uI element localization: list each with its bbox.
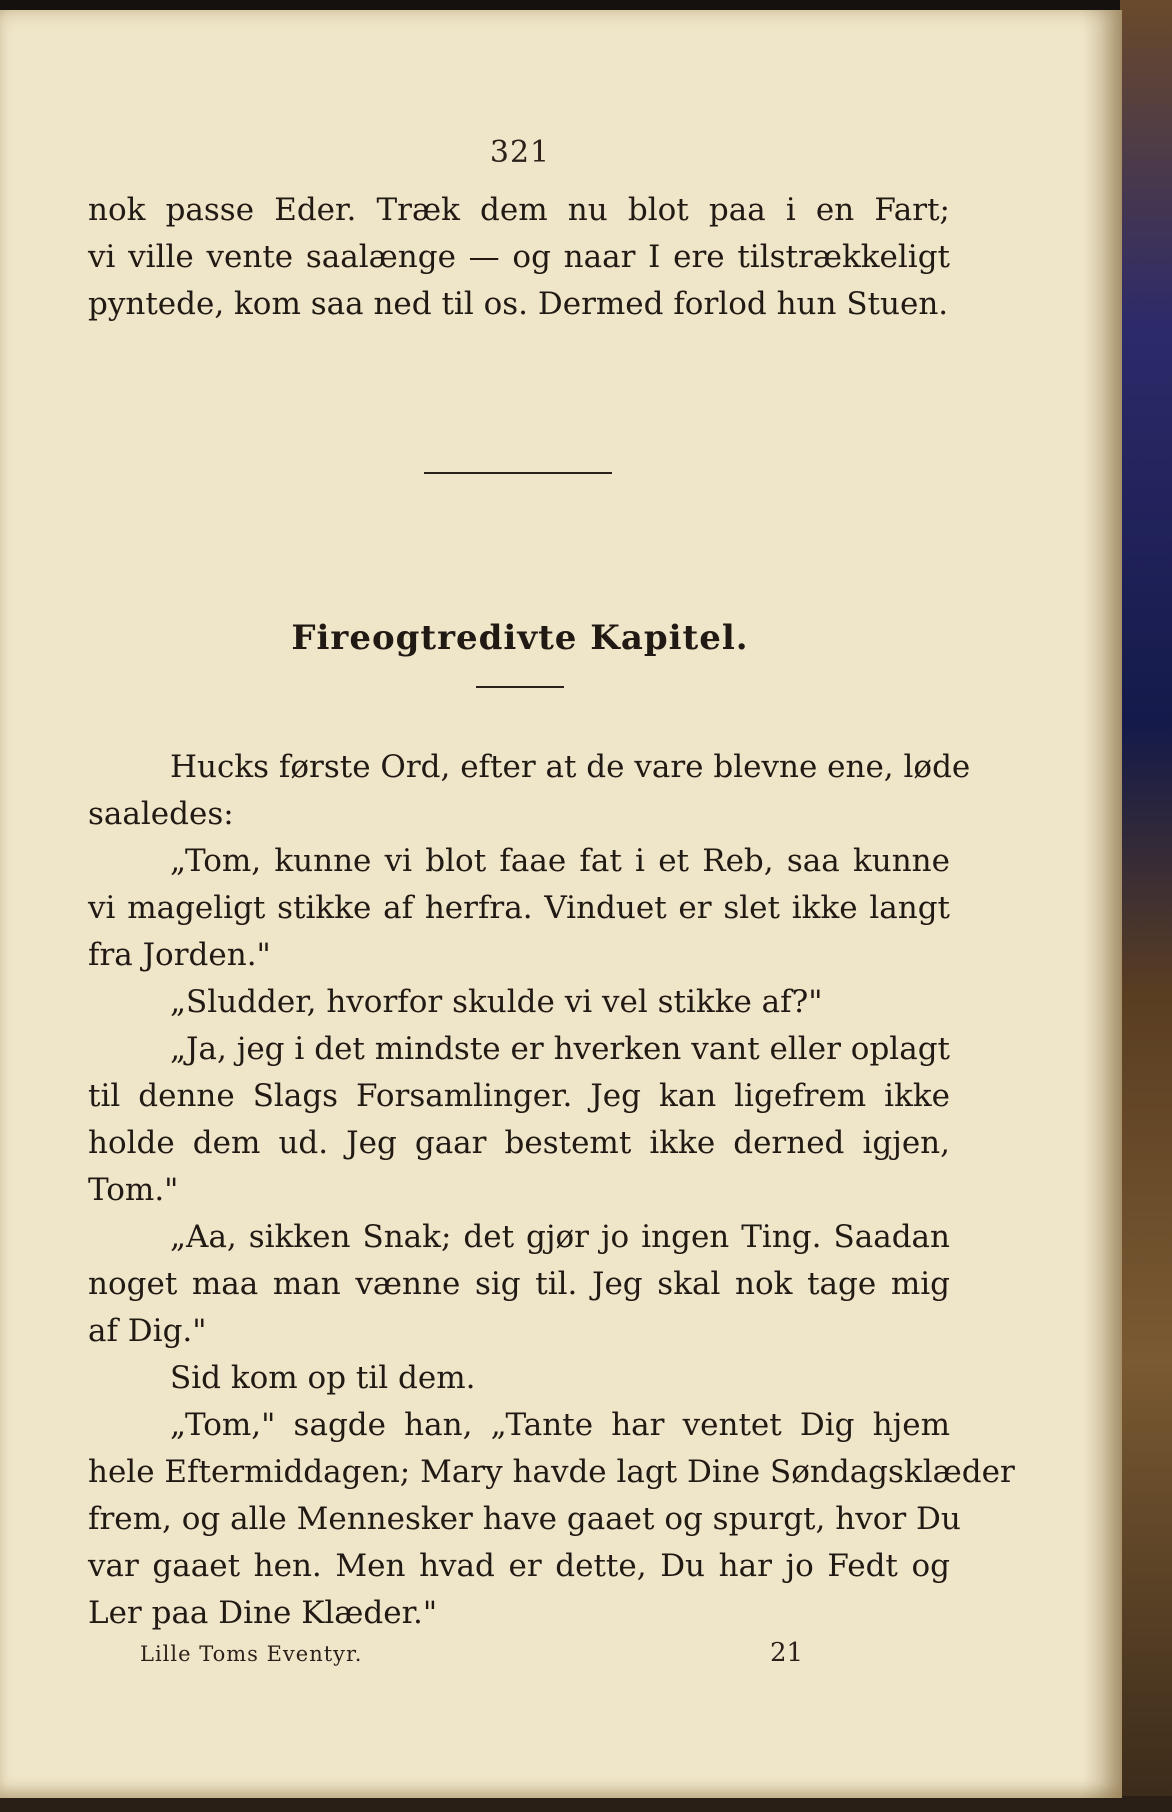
text-line: Sid kom op til dem.	[170, 1360, 476, 1396]
text-line: Tom."	[88, 1172, 179, 1208]
text-line: noget maa man vænne sig til. Jeg skal nok tage mig	[88, 1266, 950, 1302]
text-line: Ler paa Dine Klæder."	[88, 1595, 438, 1631]
book-cover-right-edge	[1120, 0, 1172, 1812]
running-footer-title: Lille Toms Eventyr.	[140, 1642, 363, 1666]
text-line: Hucks første Ord, efter at de vare blevne ene, løde	[170, 749, 971, 785]
text-line: hele Eftermiddagen; Mary havde lagt Dine Søndagsklæder	[88, 1454, 1015, 1490]
chapter-title: Fireogtredivte Kapitel.	[291, 618, 749, 658]
text-line: var gaaet hen. Men hvad er dette, Du har jo Fedt og	[88, 1548, 950, 1584]
book-cover-bottom-edge	[0, 1796, 1172, 1812]
chapter-title-underline	[476, 686, 564, 688]
text-line: af Dig."	[88, 1313, 207, 1349]
page-edge-shadow	[1082, 10, 1122, 1798]
section-divider	[424, 472, 612, 474]
text-line: „Tom, kunne vi blot faae fat i et Reb, saa kunne	[170, 843, 950, 879]
chapter-body	[88, 744, 1015, 1637]
text-line: saaledes:	[88, 796, 234, 832]
text-line: vi mageligt stikke af herfra. Vinduet er slet ikke langt	[88, 890, 950, 926]
text-line: frem, og alle Mennesker have gaaet og spurgt, hvor Du	[88, 1501, 961, 1537]
signature-mark: 21	[770, 1638, 804, 1668]
text-line: „Tom," sagde han, „Tante har ventet Dig hjem	[170, 1407, 950, 1443]
text-line: fra Jorden."	[88, 937, 271, 973]
text-line: „Sludder, hvorfor skulde vi vel stikke af?"	[170, 984, 823, 1020]
text-line: „Ja, jeg i det mindste er hverken vant eller oplagt	[170, 1031, 950, 1067]
text-line: pyntede, kom saa ned til os. Dermed forlod hun Stuen.	[88, 286, 949, 322]
text-line: til denne Slags Forsamlinger. Jeg kan ligefrem ikke	[88, 1078, 950, 1114]
page-number: 321	[489, 135, 551, 170]
text-line: vi ville vente saalænge — og naar I ere tilstrækkeligt	[88, 239, 950, 275]
text-line: holde dem ud. Jeg gaar bestemt ikke derned igjen,	[88, 1125, 950, 1161]
text-line: „Aa, sikken Snak; det gjør jo ingen Ting. Saadan	[170, 1219, 950, 1255]
top-paragraph	[88, 187, 950, 328]
book-page	[0, 10, 1122, 1798]
text-line: nok passe Eder. Træk dem nu blot paa i en Fart;	[88, 192, 950, 228]
